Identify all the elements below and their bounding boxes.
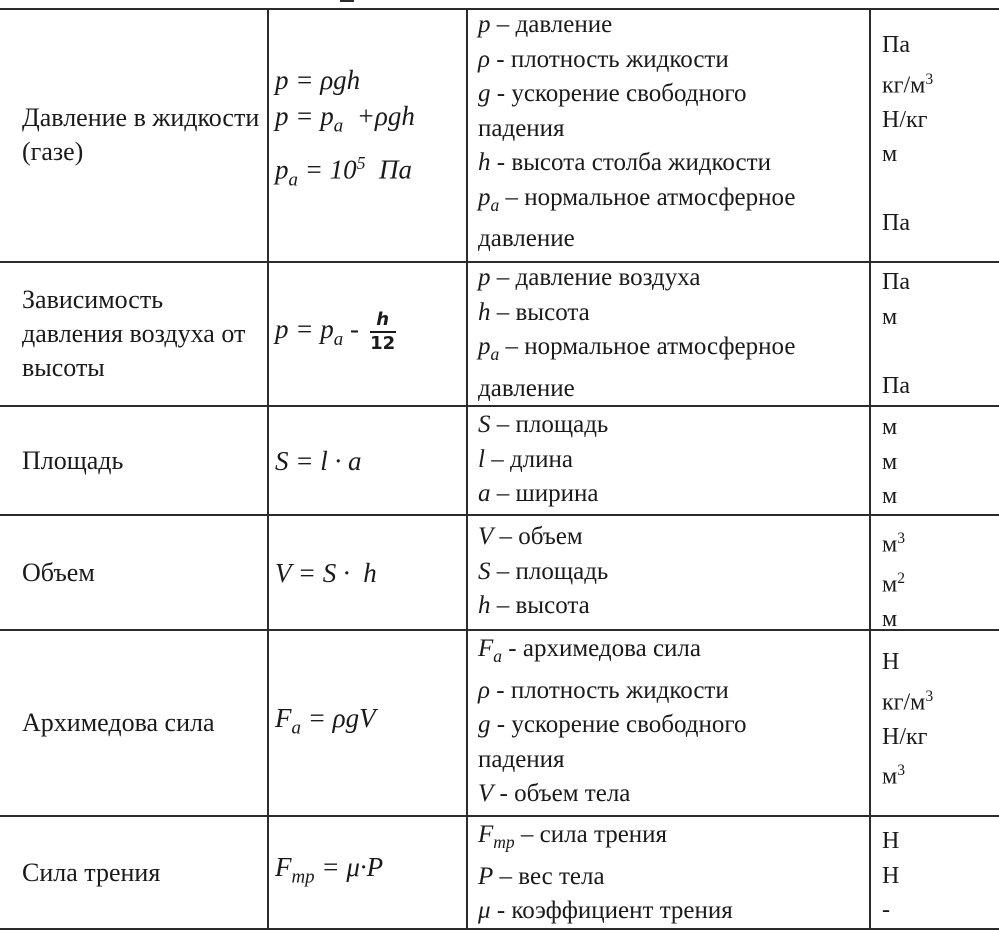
unit-line — [882, 172, 997, 207]
column-divider-1 — [267, 8, 269, 928]
formula-cell — [275, 631, 465, 815]
definition-line: l – длина — [478, 445, 574, 473]
unit-line: м — [882, 303, 898, 330]
fraction-h-over-12: $\frac{h}{12}$ — [370, 309, 396, 355]
unit-line: Па — [882, 372, 910, 399]
formula-line: V = S · h — [275, 557, 377, 588]
formula-line: $p = p_a$ - $\frac{h}{12}$ — [275, 309, 396, 355]
units-cell — [882, 522, 997, 637]
column-divider-2 — [466, 8, 468, 928]
row-name — [22, 8, 267, 261]
definitions-cell — [478, 8, 868, 257]
definition-line: h - высота столба жидкости — [478, 149, 771, 176]
definition-line: $F_a$ - архимедова сила — [478, 635, 702, 667]
formula-line: $p_a = 10^5$ Па — [275, 152, 412, 190]
definition-line: g - ускорение свободного — [478, 80, 747, 107]
row-name-text: Объем — [22, 557, 95, 587]
row-name-text: Давление в жидкости (газе) — [22, 102, 260, 166]
unit-line: м — [882, 606, 898, 633]
definition-line: P – вес тела — [478, 862, 605, 890]
row-name — [22, 631, 267, 815]
definition-line: давление — [478, 225, 575, 253]
unit-line: Н/кг — [882, 723, 928, 750]
formula-line: S = l · a — [275, 445, 362, 476]
definition-line: ρ - плотность жидкости — [478, 676, 729, 704]
definition-line: S – площадь — [478, 411, 609, 438]
row-name-text: Зависимость давления воздуха от высоты — [22, 285, 246, 382]
formula-line: p = ρgh — [275, 65, 361, 96]
unit-line: Па — [882, 210, 910, 237]
units-cell — [882, 28, 997, 241]
definition-line: V – объем — [478, 523, 583, 550]
unit-line: $м^3$ — [882, 762, 905, 790]
top-tick-mark — [340, 0, 354, 2]
definitions-cell — [478, 632, 868, 812]
unit-line — [882, 334, 997, 369]
row-name-text: Архимедова сила — [22, 708, 215, 737]
definitions-cell — [478, 520, 868, 624]
unit-line: м — [882, 414, 898, 440]
row-name-text: Сила трения — [22, 857, 161, 887]
definition-line: p – давление воздуха — [478, 264, 701, 291]
definitions-cell — [478, 408, 868, 512]
unit-line: м — [882, 141, 898, 168]
definition-line: $F_{тр}$ – сила трения — [478, 821, 668, 853]
definitions-cell — [478, 261, 868, 406]
units-cell — [882, 265, 997, 403]
formula-line: $p = p_a +\rho gh$ — [275, 101, 415, 137]
formula-cell — [275, 263, 465, 405]
definition-line: падения — [478, 114, 565, 142]
unit-line: $кг/м^3$ — [882, 70, 934, 99]
unit-line: Н — [882, 862, 900, 889]
formula-line: $F_a = \rho gV$ — [275, 702, 376, 739]
row-name — [22, 817, 267, 928]
unit-line: $м^2$ — [882, 570, 905, 598]
formula-line: $F_{тр} = \mu\cdot P$ — [275, 852, 384, 888]
formula-cell — [275, 817, 465, 928]
formula-cell — [275, 60, 465, 200]
row-name — [22, 263, 267, 405]
formula-cell — [275, 516, 465, 629]
definitions-cell — [478, 818, 868, 929]
column-divider-3 — [869, 8, 871, 928]
unit-line: Н — [882, 828, 900, 854]
formula-cell — [275, 407, 465, 514]
unit-line: м — [882, 448, 898, 475]
row-name-text: Площадь — [22, 445, 124, 475]
definition-line: a – ширина — [478, 480, 599, 507]
definition-line: падения — [478, 745, 565, 773]
unit-line: Н/кг — [882, 106, 928, 133]
unit-line: - — [882, 897, 890, 923]
units-cell — [882, 645, 997, 794]
unit-line: $м^3$ — [882, 530, 905, 558]
definition-line: V - объем тела — [478, 780, 631, 808]
definition-line: g - ускорение свободного — [478, 711, 747, 739]
unit-line: Па — [882, 32, 910, 58]
units-cell — [882, 824, 997, 928]
definition-line: h – высота — [478, 592, 590, 619]
definition-line: давление — [478, 374, 575, 402]
definition-line: S – площадь — [478, 557, 609, 585]
unit-line: $кг/м^3$ — [882, 687, 934, 716]
definition-line: μ - коэффициент трения — [478, 897, 733, 925]
definition-line: $p_a$ – нормальное атмосферное — [478, 183, 796, 215]
definition-line: p – давление — [478, 11, 613, 38]
unit-line: м — [882, 483, 898, 509]
definition-line: $p_a$ – нормальное атмосферное — [478, 333, 796, 365]
units-cell — [882, 410, 997, 514]
row-name — [22, 407, 267, 514]
unit-line: Н — [882, 649, 900, 675]
definition-line: ρ - плотность жидкости — [478, 45, 729, 73]
definition-line: h – высота — [478, 298, 590, 326]
row-name — [22, 516, 267, 629]
unit-line: Па — [882, 269, 910, 295]
